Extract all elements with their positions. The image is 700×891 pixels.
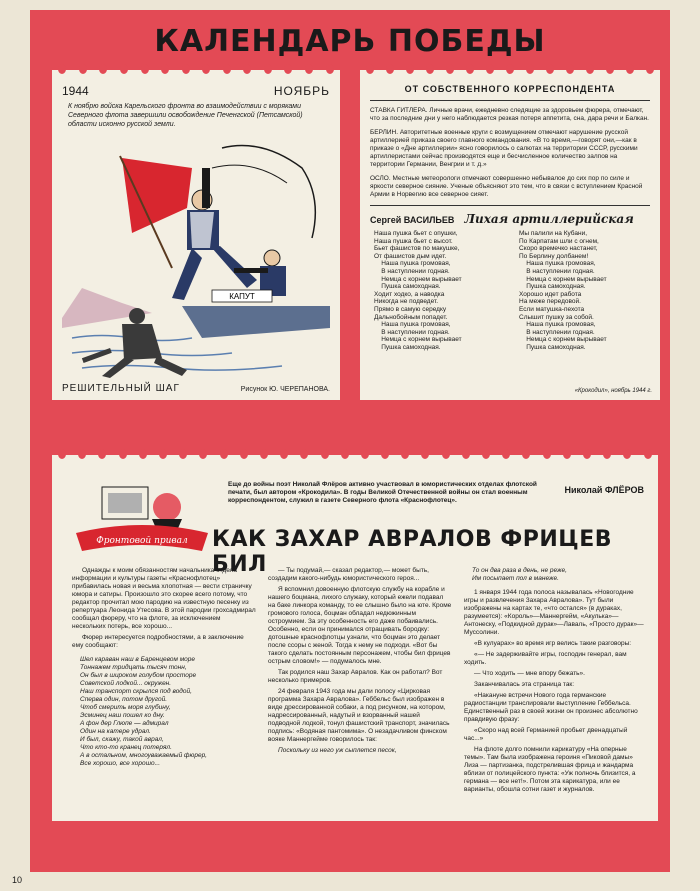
- calendar-lede: К ноябрю войска Карельского фронта во взаимодействии с моряками Северного флота завершили освобождение Печенгской (Петсамской) области исконно русской земли.: [68, 103, 303, 128]
- front-rest-badge: [72, 481, 212, 563]
- paragraph: 24 февраля 1943 года мы дали полосу «Цирковая программа Захара Авралова». Геббельс был изображен в виде дрессированной собаки, а под рисунком, на котором, надрессированный, надутый и взорванный нашей подводной лодкой, тонул фашистский транспорт, значилась подпись: «Водяная пантомима». О незадачливом финском вояке Маннергейме говорилось так:: [268, 688, 450, 743]
- paragraph: «— Не задерживайте игры, господин генерал, вам ходить.: [464, 651, 627, 666]
- correspondent-card: [360, 70, 660, 400]
- article-author: Николай ФЛЁРОВ: [564, 485, 644, 495]
- correspondent-heading: ОТ СОБСТВЕННОГО КОРРЕСПОНДЕНТА: [404, 84, 616, 94]
- page-title: КАЛЕНДАРЬ ПОБЕДЫ: [154, 24, 546, 59]
- article-headline: КАК ЗАХАР АВРАЛОВ ФРИЦЕВ БИЛ: [212, 527, 612, 577]
- paragraph: «В кулуарах» во время игр велись такие разговоры:: [474, 640, 632, 647]
- calendar-month: НОЯБРЬ: [273, 84, 330, 98]
- paragraph: Однажды к моим обязанностям начальника отдела информации и культуры газеты «Краснофлотец» прибавилась новая и весьма хлопотная — вести страничку юмора и сатиры. Произошло это скорее всего потому, что редактор прочитал мою пародию на известную песенку из репертуара Леонида Утесова. В этой пародии грохсадмирал сообщал фюреру, что на флоте, за исключением нескольких потерь, все хорошо...: [72, 567, 256, 630]
- paragraph: Так родился наш Захар Авралов. Как он работал? Вот несколько примеров.: [268, 669, 443, 684]
- cartoon-illustration: [62, 138, 330, 378]
- article-column-3: [464, 567, 648, 797]
- card-perforation: [360, 64, 660, 76]
- paragraph: Фюрер интересуется подробностями, а в заключение ему сообщают:: [72, 634, 244, 649]
- divider: [370, 100, 650, 101]
- card-perforation: [52, 64, 340, 76]
- paragraph: Я вспомнил довоенную флотскую службу на корабле и нашего боцмана, лихого служаку, который ежели подавал на баке линкора команду, то ее слышно было на юте. Кроме громового голоса, боцман обладал недюжинным остроумием. За эту особенность его даже побаивались. Особенно, если он принимался отращивать бородку: дотошные краснофлотцы узнали, что боцман это делает после ссоры с женой. Тогда к нему не подходи. «Вот бы такого сделать постоянным персонажем, чтобы бил фрицев острым словом!» — подумалось мне.: [268, 586, 452, 665]
- article-column-1: [72, 567, 256, 797]
- article-body: [72, 567, 648, 797]
- poem-title: Лихая артиллерийская: [464, 212, 634, 226]
- poem-source: «Крокодил», ноябрь 1944 г.: [574, 388, 652, 394]
- cartoon-caption-credit: Рисунок Ю. ЧЕРЕПАНОВА.: [240, 386, 330, 393]
- paragraph: — Что ходить — мне впору бежать».: [474, 670, 585, 677]
- poem-column-right: Мы палили на Кубани, По Карпатам шли с огнем, Скоро времечко настанет, По Берлину долбанем! Наша пушка громовая, В наступлении годная. Немца с корнем вырывает Пушка самоходная. Хорошо идет работа На меже передовой. Если матушка-пехота Слышит пушку за собой. Наша пушка громовая, В наступлении годная. Немца с корнем вырывает Пушка самоходная.: [519, 230, 607, 351]
- badge-text: Фронтовой привал: [96, 536, 188, 546]
- paragraph: «Накануне встречи Нового года германские радиостанции транслировали выступление Геббельса. Единственный раз в своей жизни он произнес абсолютно правдивую фразу:: [464, 692, 638, 723]
- article-intro: Еще до войны поэт Николай Флёров активно участвовал в юмористических отделах флотской печати, был автором «Крокодила». В годы Великой Отечественной войны он стал военным корреспондентом, служил в газете Северного флота «Краснофлотец».: [228, 481, 537, 504]
- paragraph: 1 января 1944 года полоса называлась «Новогодние игры и развлечения Захара Авралова». Тут были изображены на картах те, «что остался» (в дураках, разумеется): «Король»—Маннергейм, «Акулька»—Антонеску, «Подкидной дурак»—Лаваль, «Просто дурак»—Муссолини.: [464, 589, 644, 636]
- correspondent-item-oslo: ОСЛО. Местные метеорологи отмечают совершенно небывалое до сих пор по силе и яркости северное сияние. Ученые объясняют это тем, что в связи с вступлением Красной Армии в Норвегию все северное сияет.: [370, 175, 643, 198]
- calendar-card: [52, 70, 340, 400]
- page-frame: [30, 10, 670, 872]
- parody-verse: Шел караван наш в Баренцевом море Тоннажем тридцать тысяч тонн, Он был в широком голубом просторе Советской лодкой... окружен. Наш транспорт скрылся под водой, Сперва один, потом другой. Чтоб смерить моря глубину, Эсминец наш пошел ко дну. А фон дер Глюпе — адмирал Один на катере удрал. И был, скажу, такой аврал, Что кто-то кранец потерял. А в остальном, многоуважаемый фюрер, Все хорошо, все хорошо...: [80, 656, 207, 767]
- paragraph: «Скоро над всей Германией пробьет двенадцатый час...»: [464, 727, 628, 742]
- article-card: [52, 455, 658, 821]
- paragraph: — Ты подумай,— сказал редактор,— может быть, создадим какого-нибудь юмористического героя...: [268, 567, 429, 582]
- cartoon-caption-title: РЕШИТЕЛЬНЫЙ ШАГ: [62, 383, 180, 394]
- mannerheim-verse: То он два раза в день, не реже, Им посыпает пол в манеже.: [472, 567, 567, 582]
- article-column-2: [268, 567, 452, 797]
- poem-author: Сергей ВАСИЛЬЕВ: [370, 215, 455, 225]
- sign-text: КАПУТ: [229, 292, 255, 301]
- calendar-year: 1944: [62, 84, 89, 98]
- poem-column-left: Наша пушка бьет с опушки, Наша пушка бьет с высот. Бьет фашистов по макушке, От фашистов дым идет. Наша пушка громовая, В наступлении годная. Немца с корнем вырывает Пушка самоходная. Ходит ходко, а наводка Никогда не подведет. Прямо в самую середку Дальнобойным попадет. Наша пушка громовая, В наступлении годная. Немца с корнем вырывает Пушка самоходная.: [374, 230, 462, 351]
- paragraph: На флоте долго помнили карикатуру «На оперные темы». Там была изображена героиня «Пиковой дамы» Лиза — партизанка, подстрелившая фрица и жандарма вблизи от полицейского пункта: «Уж полночь близится, а германа — все нет!». Потом эта карикатура, или ее варианты, обошла сотни газет и журналов.: [464, 746, 636, 793]
- paragraph: Заканчивалась эта страница так:: [474, 681, 575, 688]
- page-number: 10: [12, 875, 23, 885]
- correspondent-item-berlin: БЕРЛИН. Авторитетные военные круги с возмущением отмечают нарушение русской артиллерией приказа своего главного командования. «В то время,—говорят они,—как в приказе о «Дне артиллерии» ясно говорилось о салютах на территории СССР, русскими артиллеристами сейчас производятся еще и бесчисленное количество залпов на территории Германии, Венгрии и т. д.»: [370, 129, 638, 168]
- paragraph: Поскольку из него уж сыплется песок,: [278, 747, 397, 754]
- correspondent-item-hitler: СТАВКА ГИТЛЕРА. Личные врачи, ежедневно следящие за здоровьем фюрера, отмечают, что за последние дни у него наблюдается резкая потеря аппетита, сна, дара речи и Балкан.: [370, 107, 649, 122]
- card-perforation: [52, 449, 658, 461]
